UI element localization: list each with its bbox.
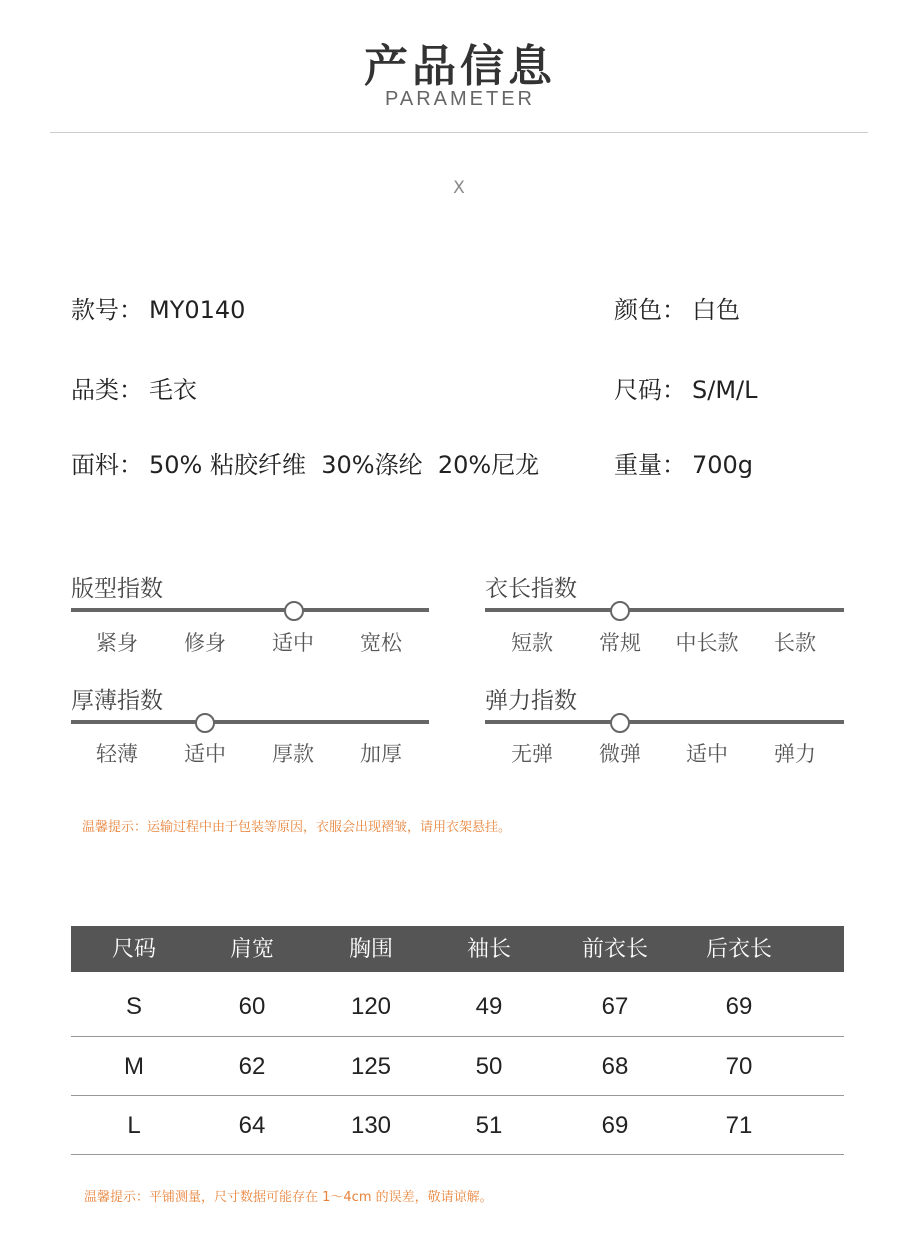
scale-elasticity-track xyxy=(485,720,844,724)
table-cell: 125 xyxy=(350,1053,392,1080)
scale-thickness-option: 适中 xyxy=(184,742,226,766)
attr-style-no xyxy=(71,290,245,325)
scale-elasticity-option: 弹力 xyxy=(774,742,816,766)
scale-length-knob xyxy=(610,601,630,621)
scale-length-option: 短款 xyxy=(511,631,553,655)
table-cell: S xyxy=(125,993,142,1020)
attr-category xyxy=(71,370,197,405)
table-cell: 64 xyxy=(238,1112,266,1139)
attr-fabric-label: 面料： xyxy=(71,451,143,479)
scale-thickness-option: 轻薄 xyxy=(96,742,138,766)
scale-fit-track xyxy=(71,608,429,612)
scale-elasticity-option: 微弹 xyxy=(599,742,641,766)
scale-length-option: 常规 xyxy=(599,631,641,655)
attr-fabric-value: 50% 粘胶纤维 30%涤纶 20%尼龙 xyxy=(149,451,540,479)
attr-size-label: 尺码： xyxy=(614,376,686,404)
table-cell: 50 xyxy=(475,1053,503,1080)
attr-category-label: 品类： xyxy=(71,376,143,404)
scale-length-option: 长款 xyxy=(774,631,816,655)
table-cell: M xyxy=(124,1053,144,1080)
table-header-cell: 肩宽 xyxy=(229,937,274,962)
page-subtitle: PARAMETER xyxy=(385,88,535,110)
scale-elasticity-option: 适中 xyxy=(686,742,728,766)
attr-color xyxy=(614,290,740,325)
scale-elasticity-option: 无弹 xyxy=(511,742,553,766)
scale-fit-option: 修身 xyxy=(184,631,226,655)
scale-fit-option: 宽松 xyxy=(360,631,402,655)
attr-weight xyxy=(614,445,753,480)
attr-color-value: 白色 xyxy=(692,296,740,324)
table-cell: L xyxy=(127,1112,141,1139)
table-cell: 51 xyxy=(475,1112,503,1139)
table-header-cell: 胸围 xyxy=(348,937,393,962)
table-cell: 71 xyxy=(725,1112,753,1139)
measurement-tip: 温馨提示：平铺测量，尺寸数据可能存在 1～4cm 的误差，敬请谅解。 xyxy=(84,1190,493,1205)
table-row-divider xyxy=(71,1036,844,1037)
table-header-cell: 袖长 xyxy=(466,937,511,962)
scale-thickness-option: 加厚 xyxy=(360,742,402,766)
scale-fit-knob xyxy=(284,601,304,621)
scale-thickness-option: 厚款 xyxy=(272,742,314,766)
table-header-cell: 后衣长 xyxy=(705,937,772,962)
attr-size-value: S/M/L xyxy=(692,376,758,404)
table-row-divider xyxy=(71,1095,844,1096)
header-divider xyxy=(50,132,868,133)
table-cell: 69 xyxy=(725,993,753,1020)
table-cell: 60 xyxy=(238,993,266,1020)
close-icon: X xyxy=(453,178,465,198)
attr-weight-label: 重量： xyxy=(614,451,686,479)
table-cell: 49 xyxy=(475,993,503,1020)
table-cell: 69 xyxy=(601,1112,629,1139)
table-cell: 62 xyxy=(238,1053,266,1080)
table-row-divider xyxy=(71,1154,844,1155)
attr-style-no-label: 款号： xyxy=(71,296,143,324)
shipping-tip: 温馨提示：运输过程中由于包装等原因，衣服会出现褶皱，请用衣架悬挂。 xyxy=(82,820,512,835)
scale-length-option: 中长款 xyxy=(675,631,739,655)
page-title: 产品信息 xyxy=(364,41,556,92)
table-cell: 120 xyxy=(350,993,392,1020)
table-cell: 130 xyxy=(350,1112,392,1139)
scale-elasticity-title: 弹力指数 xyxy=(485,688,577,714)
attr-weight-value: 700g xyxy=(692,451,754,479)
scale-length-track xyxy=(485,608,844,612)
scale-fit-option: 紧身 xyxy=(96,631,138,655)
table-cell: 68 xyxy=(601,1053,629,1080)
attr-size xyxy=(614,370,757,405)
table-header-cell: 前衣长 xyxy=(581,937,648,962)
scale-fit-title: 版型指数 xyxy=(71,576,163,602)
scale-thickness-track xyxy=(71,720,429,724)
scale-thickness-knob xyxy=(195,713,215,733)
attr-fabric xyxy=(71,445,539,480)
table-cell: 67 xyxy=(601,993,629,1020)
scale-length-title: 衣长指数 xyxy=(485,576,577,602)
attr-style-no-value: MY0140 xyxy=(149,296,246,324)
attr-category-value: 毛衣 xyxy=(149,376,197,404)
scale-fit-option: 适中 xyxy=(272,631,314,655)
scale-elasticity-knob xyxy=(610,713,630,733)
table-header-cell: 尺码 xyxy=(111,937,156,962)
attr-color-label: 颜色： xyxy=(614,296,686,324)
table-cell: 70 xyxy=(725,1053,753,1080)
scale-thickness-title: 厚薄指数 xyxy=(71,688,163,714)
